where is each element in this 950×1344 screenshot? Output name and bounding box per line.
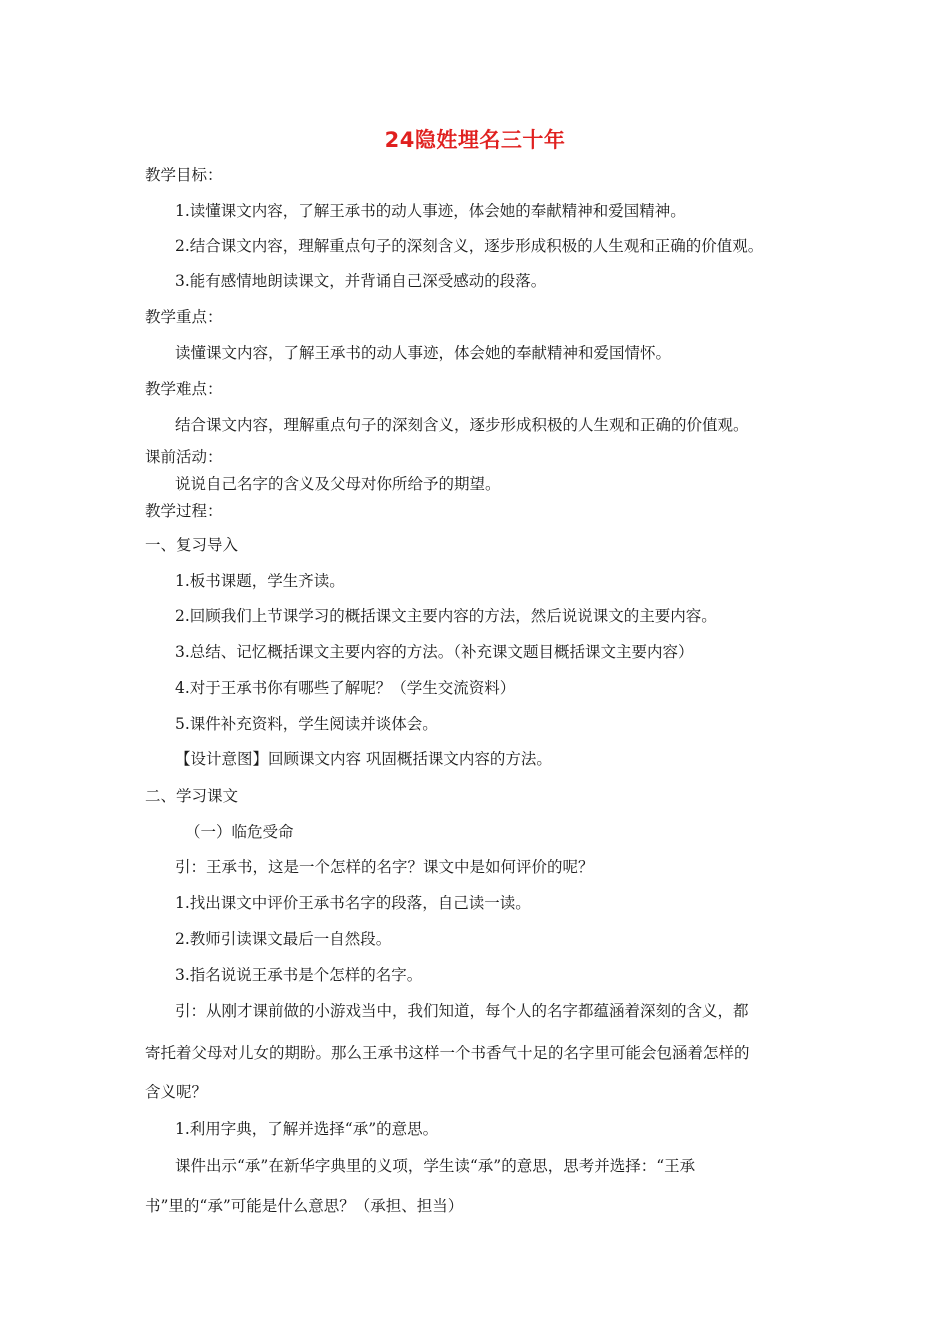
part2-lead: 引：王承书，这是一个怎样的名字？课文中是如何评价的呢？ [175,858,594,876]
part1-item: 5.课件补充资料，学生阅读并谈体会。 [175,715,438,733]
part1-item: 1.板书课题，学生齐读。 [175,572,345,590]
paragraph-line: 书”里的“承”可能是什么意思？（承担、担当） [145,1197,464,1215]
paragraph-line: 课件出示“承”在新华字典里的义项，学生读“承”的意思，思考并选择：“王承 [175,1157,696,1175]
paragraph-line: 引：从刚才课前做的小游戏当中，我们知道，每个人的名字都蕴涵着深刻的含义，都 [175,1002,749,1020]
part1-item: 4.对于王承书你有哪些了解呢？（学生交流资料） [175,679,516,697]
difficulty-heading: 教学难点： [145,380,223,398]
objective-item: 3.能有感情地朗读课文，并背诵自己深受感动的段落。 [175,272,547,290]
design-intent: 【设计意图】回顾课文内容 巩固概括课文内容的方法。 [175,750,552,768]
key-points-text: 读懂课文内容，了解王承书的动人事迹，体会她的奉献精神和爱国情怀。 [175,344,672,362]
paragraph-line: 寄托着父母对儿女的期盼。那么王承书这样一个书香气十足的名字里可能会包涵着怎样的 [145,1044,750,1062]
part2-item: 2.教师引读课文最后一自然段。 [175,930,392,948]
preclass-heading: 课前活动： [145,448,223,466]
objectives-heading: 教学目标： [145,166,223,184]
part1-item: 3.总结、记忆概括课文主要内容的方法。（补充课文题目概括课文主要内容） [175,643,694,661]
key-points-heading: 教学重点： [145,308,223,326]
difficulty-text: 结合课文内容，理解重点句子的深刻含义，逐步形成积极的人生观和正确的价值观。 [175,416,749,434]
document-title: 24隐姓埋名三十年 [384,128,566,152]
part2-subheading: （一）临危受命 [185,823,294,841]
part2-heading: 二、学习课文 [145,787,239,805]
part2-item: 1.利用字典，了解并选择“承”的意思。 [175,1120,439,1138]
part2-item: 1.找出课文中评价王承书名字的段落，自己读一读。 [175,894,531,912]
part1-heading: 一、复习导入 [145,536,239,554]
objective-item: 2.结合课文内容，理解重点句子的深刻含义，逐步形成积极的人生观和正确的价值观。 [175,237,764,255]
part1-item: 2.回顾我们上节课学习的概括课文主要内容的方法，然后说说课文的主要内容。 [175,607,717,625]
objective-item: 1.读懂课文内容，了解王承书的动人事迹，体会她的奉献精神和爱国精神。 [175,202,686,220]
preclass-text: 说说自己名字的含义及父母对你所给予的期望。 [175,475,501,493]
paragraph-line: 含义呢？ [145,1083,208,1101]
process-heading: 教学过程： [145,502,223,520]
part2-item: 3.指名说说王承书是个怎样的名字。 [175,966,423,984]
